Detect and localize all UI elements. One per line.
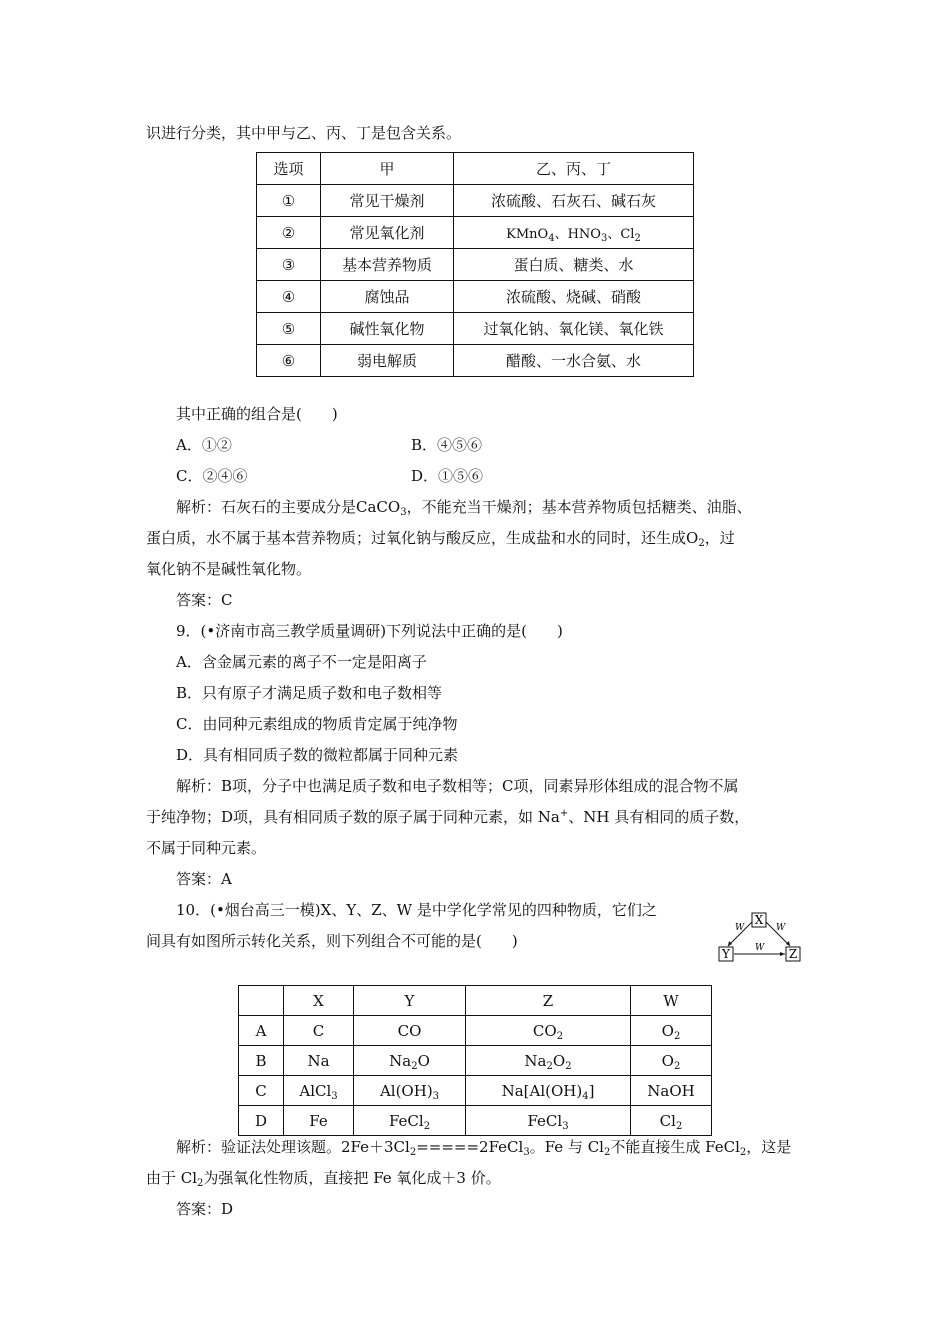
row-label: A — [239, 1016, 284, 1046]
table-cell: ④ — [257, 281, 321, 313]
header-cell: Z — [466, 986, 631, 1016]
header-cell: 甲 — [321, 153, 454, 185]
table-cell: $CO_2$ — [466, 1016, 631, 1046]
table-cell: ① — [257, 185, 321, 217]
table-cell: $O_2$ — [631, 1046, 712, 1076]
conversion-diagram — [716, 910, 806, 970]
q9-analysis-line3: 不属于同种元素。 — [146, 839, 267, 857]
intro-text: 识进行分类，其中甲与乙、丙、丁是包含关系。 — [146, 124, 462, 142]
arrowhead-z — [786, 941, 790, 946]
q8-analysis-line1: 解析：石灰石的主要成分是CaCO$_3$，不能充当干燥剂；基本营养物质包括糖类、油脂、 — [176, 498, 752, 518]
row-label: D — [239, 1106, 284, 1136]
header-cell — [239, 986, 284, 1016]
table-cell: C — [284, 1016, 354, 1046]
header-cell: X — [284, 986, 354, 1016]
row-label: B — [239, 1046, 284, 1076]
table-cell: 弱电解质 — [321, 345, 454, 377]
q8-answer: 答案：C — [176, 591, 233, 609]
substance-table — [238, 985, 712, 1136]
option-a: A．①② — [176, 436, 232, 454]
z-label: Z — [788, 947, 798, 961]
table-cell: $Na_2O$ — [354, 1046, 466, 1076]
arrowhead-yz — [780, 952, 785, 956]
q8-analysis-line2: 蛋白质，水不属于基本营养物质；过氧化钠与酸反应，生成盐和水的同时，还生成$O_2$，过 — [146, 529, 735, 549]
q10-analysis-line2: 由于 $Cl_2$为强氧化性物质，直接把 Fe 氧化成＋3 价。 — [146, 1169, 501, 1189]
table-row — [239, 1016, 712, 1046]
table-cell: 常见氧化剂 — [321, 217, 454, 249]
q9-prompt: 9．(•济南市高三教学质量调研)下列说法中正确的是( ) — [176, 622, 563, 640]
table-cell: 浓硫酸、石灰石、碱石灰 — [454, 185, 694, 217]
table-row — [239, 1046, 712, 1076]
table-cell: ⑥ — [257, 345, 321, 377]
q8-options-row2 — [176, 466, 484, 486]
q9-option-b: B．只有原子才满足质子数和电子数相等 — [176, 684, 443, 702]
q10-prompt-line2: 间具有如图所示转化关系，则下列组合不可能的是( ) — [146, 932, 518, 950]
table-cell: 浓硫酸、烧碱、硝酸 — [454, 281, 694, 313]
table-cell: Na — [284, 1046, 354, 1076]
table-cell: Fe — [284, 1106, 354, 1136]
table-cell: 基本营养物质 — [321, 249, 454, 281]
table-cell: FeCl$_2$ — [354, 1106, 466, 1136]
w-label-right: W — [776, 923, 786, 933]
table-cell: CO — [354, 1016, 466, 1046]
table-cell: ⑤ — [257, 313, 321, 345]
table-row — [239, 1076, 712, 1106]
q10-answer: 答案：D — [176, 1200, 234, 1218]
table-cell: 常见干燥剂 — [321, 185, 454, 217]
table-cell: $Al(OH)_3$ — [354, 1076, 466, 1106]
header-cell: 选项 — [257, 153, 321, 185]
table-cell: ② — [257, 217, 321, 249]
x-label: X — [754, 913, 764, 927]
table-cell: 醋酸、一水合氨、水 — [454, 345, 694, 377]
table-cell: AlCl$_3$ — [284, 1076, 354, 1106]
option-d: D．①⑤⑥ — [411, 467, 484, 485]
row-label: C — [239, 1076, 284, 1106]
table-row — [239, 1106, 712, 1136]
table-cell: 腐蚀品 — [321, 281, 454, 313]
q9-analysis-line1: 解析：B项，分子中也满足质子数和电子数相等；C项，同素异形体组成的混合物不属 — [176, 777, 739, 795]
q8-prompt: 其中正确的组合是( ) — [176, 405, 338, 423]
q9-answer: 答案：A — [176, 870, 232, 888]
table-cell: 蛋白质、糖类、水 — [454, 249, 694, 281]
table-cell: $Na[Al(OH)_4]$ — [466, 1076, 631, 1106]
q9-option-c: C．由同种元素组成的物质肯定属于纯净物 — [176, 715, 458, 733]
table-header-row — [239, 986, 712, 1016]
header-cell: 乙、丙、丁 — [454, 153, 694, 185]
table-header-row — [257, 153, 694, 185]
table-row — [257, 313, 694, 345]
q9-option-d: D．具有相同质子数的微粒都属于同种元素 — [176, 746, 459, 764]
q9-analysis-line2: 于纯净物；D项，具有相同质子数的原子属于同种元素，如 Na+、NH 具有相同的质子数， — [146, 808, 750, 826]
table-cell: $Na_2O_2$ — [466, 1046, 631, 1076]
y-label: Y — [722, 947, 730, 961]
option-c: C．②④⑥ — [176, 467, 248, 485]
table-cell: NaOH — [631, 1076, 712, 1106]
header-cell: Y — [354, 986, 466, 1016]
table-cell: ③ — [257, 249, 321, 281]
table-cell: 过氧化钠、氧化镁、氧化铁 — [454, 313, 694, 345]
table-cell: 碱性氧化物 — [321, 313, 454, 345]
q8-options-row1 — [176, 435, 483, 455]
table-cell: FeCl$_3$ — [466, 1106, 631, 1136]
table-row — [257, 249, 694, 281]
table-row — [257, 345, 694, 377]
classification-table — [256, 152, 694, 377]
table-row — [257, 217, 694, 249]
table-row — [257, 281, 694, 313]
table-cell: $Cl_2$ — [631, 1106, 712, 1136]
header-cell: W — [631, 986, 712, 1016]
option-b: B．④⑤⑥ — [411, 436, 483, 454]
table-row — [257, 185, 694, 217]
q10-analysis-line1: 解析：验证法处理该题。$2Fe+3Cl_2=====2FeCl_3$。Fe 与 $Cl_2$不能直接生成 FeCl$_2$，这是 — [176, 1138, 792, 1158]
table-cell-oxidants: KMnO$_4$、$HNO_3$、$Cl_2$ — [454, 217, 694, 249]
w-label-left: W — [735, 923, 745, 933]
arrowhead-y — [728, 941, 732, 946]
table-cell: $O_2$ — [631, 1016, 712, 1046]
q8-analysis-line3: 氧化钠不是碱性氧化物。 — [146, 560, 312, 578]
w-label-bottom: W — [755, 943, 765, 953]
q9-option-a: A．含金属元素的离子不一定是阳离子 — [176, 653, 427, 671]
q10-prompt-line1: 10．(•烟台高三一模)X、Y、Z、W 是中学化学常见的四种物质，它们之 — [176, 901, 657, 919]
